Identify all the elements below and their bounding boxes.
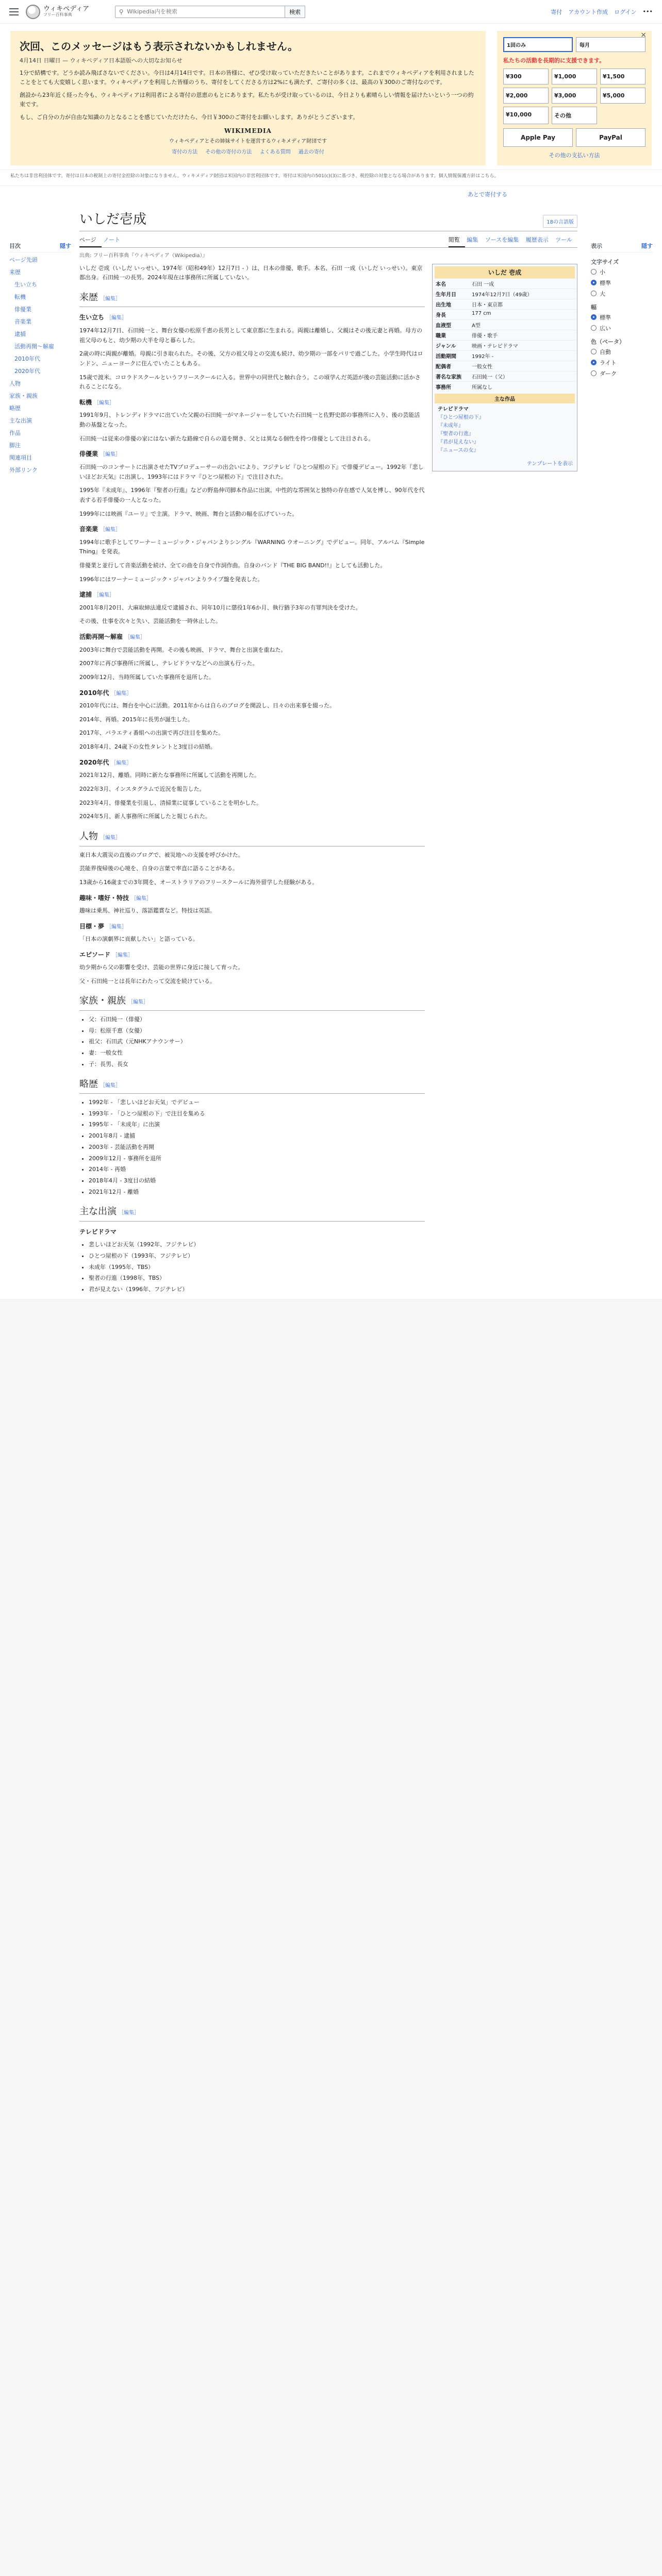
- list-item: • 1992年 - 「悲しいほどお天気」でデビュー: [89, 1098, 425, 1108]
- edit-section-link[interactable]: ［編集］: [94, 400, 115, 406]
- infobox-row: [435, 330, 575, 340]
- paragraph: その後、仕事を次々と失い、芸能活動を一時休止した。: [79, 618, 221, 625]
- amount-option[interactable]: ¥300: [503, 69, 549, 84]
- amount-options: [503, 69, 646, 124]
- edit-section-link[interactable]: ［編集］: [100, 296, 121, 302]
- list-item: • 2014年 - 再婚: [89, 1165, 425, 1175]
- site-name: ウィキペディア: [43, 5, 90, 13]
- color-label: 色（ベータ）: [591, 338, 625, 345]
- subsection-heading-text: エピソード: [79, 951, 111, 958]
- color-option[interactable]: [591, 348, 653, 356]
- toc-item[interactable]: 人物: [9, 380, 21, 387]
- radio-label: 標準: [600, 279, 611, 286]
- infobox-value: 石田 一成: [472, 281, 494, 287]
- donation-banner: [0, 24, 662, 170]
- radio-label: ダーク: [600, 370, 617, 377]
- paragraph: 俳優業と並行して音楽活動を続け、全ての曲を自身で作詞作曲。自身のバンド『THE BIG BAND!!』としても活動した。: [79, 562, 386, 569]
- search-box: [115, 6, 285, 18]
- radio-icon: [591, 370, 597, 376]
- banner-text-3: もし、ご自分の力が自由な知識の力となることを感じていただけたら、今日￥300のご寄付をお願いします。ありがとうございます。: [20, 114, 359, 121]
- banner-date: 4月14日 日曜日 — ウィキペディア日本語版への大切なお知らせ: [20, 57, 183, 64]
- toc-item[interactable]: 逮捕: [14, 330, 26, 337]
- infobox-row: [435, 319, 575, 330]
- paragraph: 2歳の時に両親が離婚。母親に引き取られた。その後、父方の祖父母との交流も続け、幼少期の一部をパリで過ごした。小学生時代はロンドン、ニューヨークに住んでいたこともある。: [79, 350, 423, 367]
- paragraph: 石田純一のコンサートに出演させたTVプロデューサーの出会いにより、フジテレビ『ひとつ屋根の下』で俳優デビュー。1992年『悲しいほどお天気』に出演し、1993年にはドラマ『ひとつ屋根の下』で注目された。: [79, 463, 424, 480]
- close-icon[interactable]: ×: [640, 31, 647, 39]
- paragraph: 2017年、バラエティ番組への出演で再び注目を集めた。: [79, 730, 224, 737]
- banner-message: [10, 31, 486, 165]
- list-item: • 2009年12月 - 事務所を退所: [89, 1154, 425, 1164]
- list-item: • 妻：一般女性: [89, 1048, 425, 1058]
- login-link[interactable]: ログイン: [614, 8, 637, 15]
- paragraph: 1991年9月、トレンディドラマに出ていた父親の石田純一がマネージャーをしていた石田純一と佐野史郎の事務所に入り、後の芸能活動の基盤となった。: [79, 412, 420, 429]
- appearance-panel: [586, 209, 653, 1299]
- infobox-section: 主な作品: [435, 394, 575, 403]
- monthly-note: 私たちの活動を長期的に支援できます。: [503, 57, 605, 64]
- list-item: • 1995年 - 「未成年」に出演: [89, 1120, 425, 1130]
- edit-section-link[interactable]: ［編集］: [131, 895, 152, 902]
- edit-section-link[interactable]: ［編集］: [111, 690, 132, 697]
- paragraph: 2009年12月、当時所属していた事務所を退所した。: [79, 673, 214, 681]
- width-option[interactable]: [591, 324, 653, 332]
- tab-edit[interactable]: 編集: [467, 236, 478, 243]
- toc-item[interactable]: 略歴: [9, 404, 21, 412]
- list-item: • 君が見えない（1996年、フジテレビ）: [89, 1285, 425, 1295]
- infobox-row: [435, 299, 575, 309]
- infobox-value: 石田純一（父）: [472, 374, 508, 380]
- section-heading: [79, 290, 425, 308]
- subsection-heading: テレビドラマ: [79, 1228, 117, 1235]
- radio-icon: [591, 269, 597, 275]
- section-heading: 略歴 ［編集］: [79, 1077, 425, 1094]
- amount-other-option[interactable]: その他: [552, 107, 597, 124]
- paragraph: 東日本大震災の直後のブログで、被災地への支援を呼びかけた。: [79, 851, 244, 858]
- banner-link[interactable]: 過去の寄付: [298, 149, 324, 155]
- toc-item[interactable]: 音楽業: [14, 318, 31, 325]
- edit-section-link[interactable]: ［編集］: [128, 999, 148, 1006]
- lead-paragraph: いしだ 壱成（いしだ いっせい、1974年（昭和49年）12月7日 - ）は、日本の俳優、歌手。本名、石田 一成（いしだ いっせい）。東京都出身。石田純一の長男。2024年現在は事務所に所属していない。: [79, 264, 423, 281]
- frequency-monthly-option[interactable]: 毎月: [576, 37, 646, 52]
- toc-item[interactable]: 2010年代: [14, 355, 40, 362]
- subsection-heading-text: 目標・夢: [79, 922, 105, 930]
- subsection-heading: [79, 688, 425, 698]
- infobox-title: いしだ 壱成: [435, 266, 575, 278]
- section-heading-text: 来歴: [79, 292, 98, 303]
- text-size-option[interactable]: [591, 279, 653, 287]
- page-title: いしだ壱成: [79, 211, 147, 227]
- section-heading: 主な出演 ［編集］: [79, 1204, 425, 1222]
- wikimedia-logo: WIKIMEDIA: [224, 127, 272, 134]
- paragraph: 幼少期から父の影響を受け、芸能の世界に身近に接して育った。: [79, 964, 244, 971]
- list-item: • 祖父：石田武（元NHKアナウンサー）: [89, 1037, 425, 1047]
- banner-text-2: 創設から23年近く経った今も、ウィキペディアは利用者による寄付の恩恵のもとにあります。私たちが受け取っているのは、今日よりも素晴らしい情報を届けたいという一つの約束です。: [20, 92, 474, 108]
- tab-edit-source[interactable]: ソースを編集: [485, 236, 519, 243]
- infobox-row: [435, 289, 575, 299]
- infobox-value: 1992年 -: [472, 353, 494, 360]
- infobox-value: 177 cm: [472, 310, 491, 316]
- infobox-value: 一般女性: [472, 364, 492, 370]
- family-list: [79, 1015, 425, 1069]
- banner-link[interactable]: その他の寄付の方法: [205, 149, 252, 155]
- subsection-heading-text: 活動再開〜解雇: [79, 633, 123, 641]
- infobox-row: [435, 278, 575, 289]
- infobox-value: 映画・テレビドラマ: [472, 343, 518, 349]
- main-menu-icon[interactable]: [9, 8, 19, 15]
- infobox-row: [435, 371, 575, 381]
- infobox-key: 本名: [436, 281, 446, 287]
- appearance-heading: 表示: [591, 242, 602, 249]
- paragraph: 趣味は乗馬、神社巡り、落語鑑賞など。特技は英語。: [79, 907, 216, 914]
- paragraph: 1995年『未成年』、1996年『聖者の行進』などの野島伸司脚本作品に出演。中性的な雰囲気と独特の存在感で人気を博し、90年代を代表する若手俳優の一人となった。: [79, 487, 425, 503]
- infobox-key: 職業: [436, 333, 446, 339]
- subsection-heading: [79, 397, 425, 408]
- list-item: • 子：長男、長女: [89, 1060, 425, 1070]
- amount-option[interactable]: ¥10,000: [503, 107, 549, 124]
- tab-read[interactable]: 閲覧: [449, 233, 465, 247]
- subsection-heading-text: 転機: [79, 398, 92, 406]
- paragraph: 2021年12月、離婚。同時に新たな事務所に所属して活動を再開した。: [79, 772, 260, 779]
- donation-form: [497, 31, 652, 165]
- radio-label: ライト: [600, 359, 617, 366]
- site-header: [0, 0, 662, 24]
- list-item: • 2001年8月 - 逮捕: [89, 1131, 425, 1141]
- list-item: • 2018年4月 - 3度目の結婚: [89, 1176, 425, 1186]
- appearance-hide-button[interactable]: 隠す: [641, 242, 653, 249]
- create-account-link[interactable]: アカウント作成: [568, 8, 608, 15]
- infobox-row: [435, 309, 575, 319]
- infobox-value: 所属なし: [472, 384, 492, 391]
- site-tagline: フリー百科事典: [43, 12, 72, 18]
- section-heading-text: 人物: [79, 831, 98, 842]
- paragraph: 芸能界復帰後の心境を、自身の言葉で率直に語ることがある。: [79, 865, 238, 872]
- page-body: [0, 204, 662, 1299]
- color-option[interactable]: [591, 369, 653, 378]
- paragraph: 2018年4月、24歳下の女性タレントと3度目の結婚。: [79, 743, 216, 751]
- infobox-key: 生年月日: [436, 292, 456, 298]
- infobox-key: 身長: [436, 312, 446, 318]
- infobox-value: 俳優・歌手: [472, 333, 498, 339]
- subsection-heading: [79, 632, 425, 642]
- search-button[interactable]: 検索: [285, 6, 305, 18]
- subsection-heading-text: 2020年代: [79, 758, 109, 766]
- banner-link[interactable]: よくある質問: [259, 149, 291, 155]
- infobox-key: 活動期間: [436, 353, 456, 360]
- subsection-heading: [79, 589, 425, 600]
- radio-icon: [591, 360, 597, 365]
- tab-page[interactable]: ページ: [79, 233, 102, 247]
- banner-links: [20, 147, 476, 155]
- infobox-value: A型: [472, 323, 481, 329]
- paragraph: 2001年8月20日、大麻取締法違反で逮捕され、同年10月に懲役1年6か月、執行猶予3年の有罪判決を受けた。: [79, 604, 361, 611]
- infobox-key: 配偶者: [436, 364, 451, 370]
- subsection-heading-text: 音楽業: [79, 526, 98, 533]
- toc-item[interactable]: 作品: [9, 429, 21, 436]
- paragraph: 1996年にはワーナーミュージック・ジャパンよりライブ盤を発表した。: [79, 575, 263, 583]
- list-item: • 2003年 - 芸能活動を再開: [89, 1143, 425, 1153]
- banner-footnote: 私たちは非営利団体です。寄付は日本の税制上の寄付金控除の対象になりません。ウィキメディア財団は米国内の非営利団体です。寄付は米国内の501(c)(3)に基づき、税控除の対象となる場合があります。個人情報保護方針はこちら。: [0, 170, 662, 186]
- toc-item[interactable]: 主な出演: [9, 417, 32, 424]
- career-list: [79, 1098, 425, 1197]
- paragraph: 2024年5月、新人事務所に所属したと報じられた。: [79, 813, 211, 820]
- radio-label: 広い: [600, 325, 611, 332]
- remind-later-link[interactable]: あとで寄付する: [0, 186, 662, 204]
- toc-item[interactable]: 2020年代: [14, 367, 40, 375]
- width-option[interactable]: [591, 313, 653, 321]
- table-of-contents: [9, 209, 71, 1299]
- amount-option[interactable]: ¥2,000: [503, 88, 549, 104]
- paragraph: 15歳で渡米。コロラドスクールというフリースクールに入る。世界中の同世代と触れ合う。この頃学んだ英語が後の芸能活動に活かされることになる。: [79, 374, 421, 391]
- edit-section-link[interactable]: ［編集］: [111, 760, 132, 766]
- edit-section-link[interactable]: ［編集］: [100, 527, 121, 533]
- infobox-row: [435, 381, 575, 392]
- amount-option[interactable]: ¥5,000: [600, 88, 646, 104]
- infobox-key: 血液型: [436, 323, 451, 329]
- edit-section-link[interactable]: ［編集］: [125, 635, 146, 641]
- apple-pay-button[interactable]: Apple Pay: [503, 128, 573, 147]
- subsection-heading-text: 俳優業: [79, 450, 98, 458]
- frequency-options: [503, 37, 646, 52]
- radio-icon: [591, 325, 597, 331]
- section-heading: [79, 829, 425, 846]
- infobox-work[interactable]: 『未成年』: [438, 422, 464, 429]
- toc-item[interactable]: 生い立ち: [14, 281, 37, 288]
- payment-options: [503, 128, 646, 147]
- paragraph: 2010年代には、舞台を中心に活動。2011年からは自らのブログを開設し、日々の出来事を綴った。: [79, 702, 335, 709]
- page-tabs: [79, 233, 577, 248]
- infobox-key: 事務所: [436, 384, 451, 391]
- banner-title: 次回、このメッセージはもう表示されないかもしれません。: [20, 40, 298, 53]
- paragraph: 2014年、再婚。2015年に長男が誕生した。: [79, 716, 193, 723]
- subsection-heading: [79, 524, 425, 534]
- infobox-key: 出生地: [436, 302, 451, 308]
- toc-item[interactable]: ページ先頭: [9, 256, 38, 263]
- wikipedia-globe-icon: [26, 5, 40, 19]
- text-size-label: 文字サイズ: [591, 258, 619, 265]
- amount-option[interactable]: ¥1,000: [552, 69, 597, 84]
- toc-hide-button[interactable]: 隠す: [60, 242, 71, 249]
- radio-label: 自動: [600, 348, 611, 355]
- paragraph: 1994年に歌手としてワーナーミュージック・ジャパンよりシングル『WARNING ウオーニング』でデビュー。同年、アルバム『Simple Thing』を発表。: [79, 538, 425, 555]
- infobox-value: 日本・東京都: [472, 302, 503, 308]
- infobox-work[interactable]: 『ひとつ屋根の下』: [438, 414, 484, 420]
- width-label: 幅: [591, 303, 597, 311]
- search-input[interactable]: [127, 8, 285, 15]
- color-option[interactable]: [591, 359, 653, 367]
- radio-label: 小: [600, 268, 605, 276]
- paragraph: 1974年12月7日、石田純一と、舞台女優の松原千恵の長男として東京都に生まれる。両親は離婚し、父親はその後元妻と再婚。母方の祖父母のもと、幼少期の大半を母と暮らした。: [79, 327, 422, 344]
- edit-section-link[interactable]: ［編集］: [94, 592, 115, 599]
- paragraph: 「日本の演劇界に貢献したい」と語っている。: [79, 936, 198, 943]
- paragraph: 2023年4月、俳優業を引退し、清掃業に従事していることを明かした。: [79, 799, 262, 806]
- toc-item[interactable]: 家族・親族: [9, 392, 38, 399]
- template-link[interactable]: テンプレートを表示: [526, 461, 573, 467]
- paragraph: 2007年に再び事務所に所属し、テレビドラマなどへの出演も行った。: [79, 660, 258, 667]
- subsection-heading-text: 趣味・嗜好・特技: [79, 894, 129, 902]
- edit-section-link[interactable]: ［編集］: [119, 1210, 139, 1216]
- paragraph: 石田純一は従来の俳優の家にはない新たな路線で自らの道を開き、父とは異なる個性を持つ俳優として注目される。: [79, 435, 374, 442]
- text-size-option[interactable]: [591, 290, 653, 298]
- more-options-icon[interactable]: •••: [642, 8, 653, 15]
- edit-section-link[interactable]: ［編集］: [100, 452, 121, 458]
- infobox-works-heading: テレビドラマ: [438, 406, 469, 412]
- roles-list: [79, 1240, 425, 1294]
- site-logo[interactable]: [26, 5, 89, 19]
- subsection-heading: [79, 312, 425, 323]
- toc-heading: 目次: [9, 242, 21, 249]
- radio-icon: [591, 291, 597, 296]
- radio-label: 大: [600, 290, 605, 297]
- subsection-heading: [79, 950, 425, 960]
- toc-item[interactable]: 外部リンク: [9, 466, 38, 473]
- list-item: • ひとつ屋根の下（1993年、フジテレビ）: [89, 1251, 425, 1261]
- subsection-heading: [79, 921, 425, 931]
- amount-option[interactable]: ¥3,000: [552, 88, 597, 104]
- paragraph: 13歳から16歳までの3年間を、オーストラリアのフリースクールに海外留学した経験がある。: [79, 878, 318, 886]
- amount-option[interactable]: ¥1,500: [600, 69, 646, 84]
- article: [71, 209, 586, 1299]
- banner-link[interactable]: 寄付の方法: [172, 149, 198, 155]
- toc-item[interactable]: 脚注: [9, 442, 21, 449]
- article-text: [79, 264, 425, 1299]
- list-item: • 聖者の行進（1998年、TBS）: [89, 1274, 425, 1283]
- edit-section-link[interactable]: ［編集］: [100, 835, 121, 841]
- infobox-work[interactable]: 『ニュースの女』: [438, 447, 479, 453]
- toc-item[interactable]: 関連項目: [9, 454, 32, 461]
- personal-tools: [551, 8, 653, 16]
- edit-section-link[interactable]: ［編集］: [100, 1082, 121, 1089]
- list-item: • 1993年 - 「ひとつ屋根の下」で注目を集める: [89, 1109, 425, 1119]
- infobox: [432, 264, 577, 471]
- language-button[interactable]: 18の言語版: [543, 215, 577, 228]
- toc-item[interactable]: 転機: [14, 293, 26, 300]
- other-payment-link[interactable]: その他の支払い方法: [549, 152, 600, 159]
- toc-item[interactable]: 活動再開〜解雇: [14, 343, 54, 350]
- paragraph: 父・石田純一とは長年にわたって交流を続けている。: [79, 977, 216, 985]
- edit-section-link[interactable]: ［編集］: [106, 315, 127, 321]
- list-item: • 未成年（1995年、TBS）: [89, 1263, 425, 1273]
- infobox-work[interactable]: 『聖者の行進』: [438, 431, 474, 437]
- radio-label: 標準: [600, 314, 611, 321]
- infobox-row: [435, 350, 575, 361]
- toc-item[interactable]: 俳優業: [14, 306, 31, 313]
- text-size-option[interactable]: [591, 268, 653, 276]
- radio-icon: [591, 349, 597, 354]
- subsection-heading-text: 逮捕: [79, 591, 92, 599]
- search-icon: ⚲: [119, 8, 124, 15]
- subsection-heading-text: 生い立ち: [79, 314, 105, 321]
- list-item: • 母：松原千恵（女優）: [89, 1026, 425, 1036]
- wikimedia-tagline: ウィキペディアとその姉妹サイトを運営するウィキメディア財団です: [169, 138, 327, 144]
- infobox-row: [435, 361, 575, 371]
- paragraph: 2003年に舞台で芸能活動を再開。その後も映画、ドラマ、舞台と出演を重ねた。: [79, 646, 287, 653]
- tab-history[interactable]: 履歴表示: [525, 236, 549, 243]
- paragraph: 2022年3月、インスタグラムで近況を報告した。: [79, 785, 205, 792]
- subsection-heading: [79, 449, 425, 459]
- toc-item[interactable]: 来歴: [9, 268, 21, 276]
- list-item: • 父：石田純一（俳優）: [89, 1015, 425, 1025]
- subsection-heading: [79, 893, 425, 903]
- edit-section-link[interactable]: ［編集］: [106, 924, 127, 930]
- frequency-once-option[interactable]: 1回のみ: [503, 37, 573, 52]
- list-item: • 悲しいほどお天気（1992年、フジテレビ）: [89, 1240, 425, 1250]
- infobox-row: [435, 340, 575, 350]
- banner-text-1: 1分で結構です。どうか読み飛ばさないでください。今日は4月14日です。日本の皆様に、ぜひ受け取っていただきたいことがあります。これまでウィキペディアを利用されましたことをとても大変嬉しく思います。ウィキペディアを利用した皆様のうち、寄付をしてくださる方は2%にも満たず、ご寄付の多くは、最高の￥300のご寄付なのです。: [20, 70, 474, 86]
- tab-tools[interactable]: ツール: [555, 236, 572, 243]
- article-source: 出典: フリー百科事典『ウィキペディア（Wikipedia）』: [79, 252, 208, 259]
- list-item: • 2021年12月 - 離婚: [89, 1188, 425, 1197]
- radio-icon: [591, 280, 597, 285]
- infobox-key: 著名な家族: [436, 374, 461, 380]
- subsection-heading-text: 2010年代: [79, 689, 109, 697]
- subsection-heading: [79, 757, 425, 768]
- infobox-value: 1974年12月7日（49歳）: [472, 292, 533, 298]
- infobox-key: ジャンル: [436, 343, 456, 349]
- edit-section-link[interactable]: ［編集］: [112, 952, 134, 958]
- donate-link[interactable]: 寄付: [551, 8, 562, 15]
- section-heading: 家族・親族 ［編集］: [79, 993, 425, 1011]
- tab-talk[interactable]: ノート: [103, 236, 120, 243]
- infobox-work[interactable]: 『君が見えない』: [438, 439, 479, 445]
- paypal-button[interactable]: PayPal: [576, 128, 646, 147]
- radio-icon: [591, 314, 597, 320]
- paragraph: 1999年には映画『ユーリ』で主演。ドラマ、映画、舞台と活動の幅を広げていった。: [79, 510, 298, 517]
